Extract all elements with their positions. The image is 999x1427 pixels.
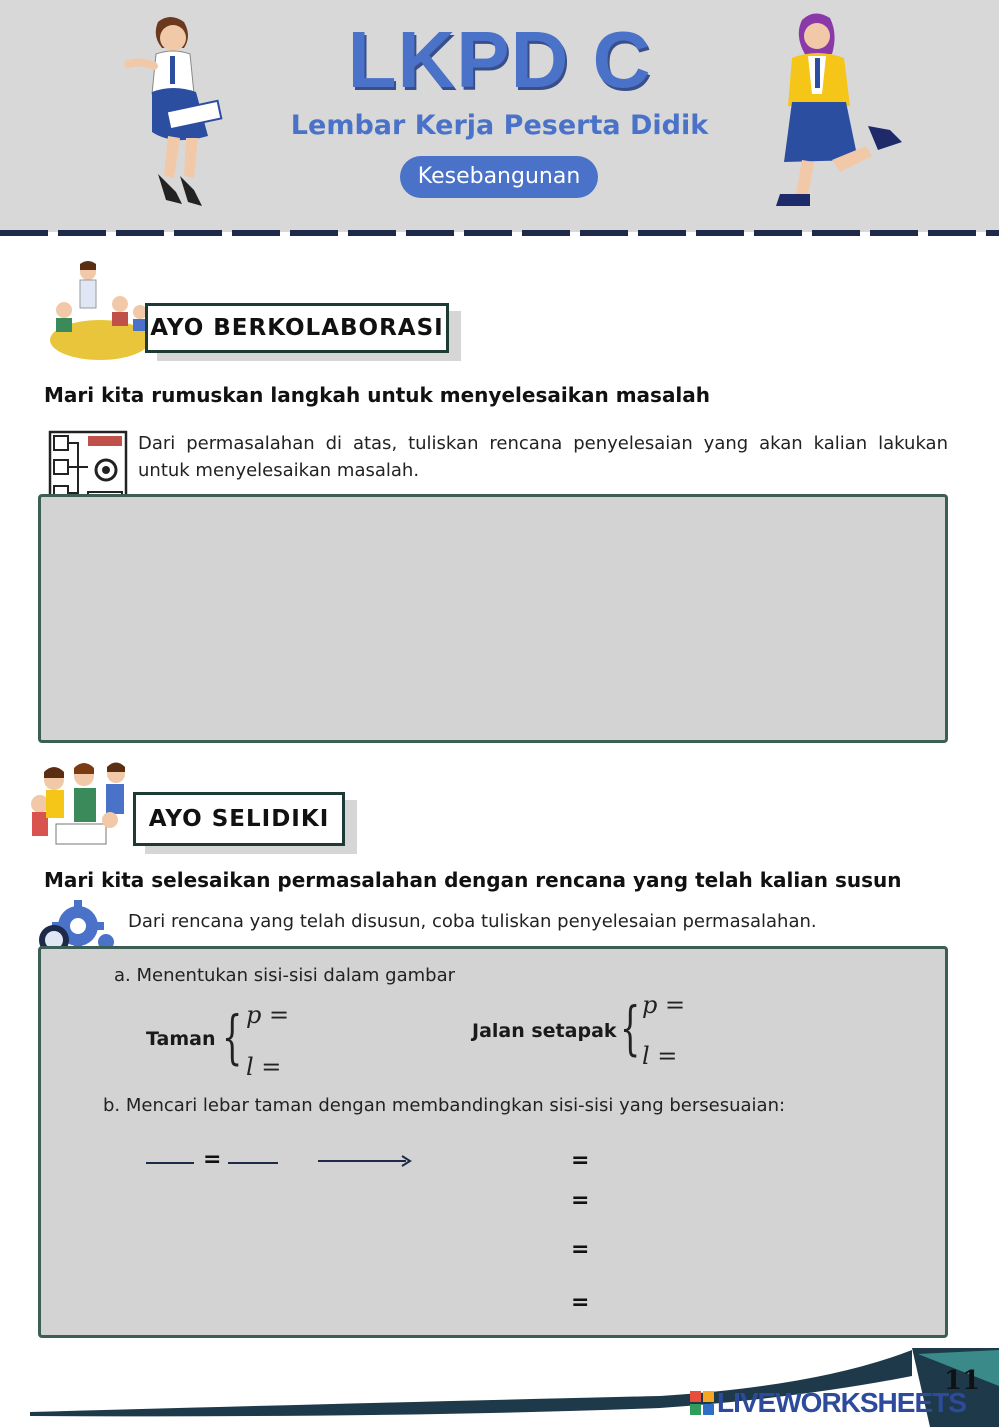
item-a-text: a. Menentukan sisi-sisi dalam gambar bbox=[114, 965, 456, 986]
taman-label: Taman bbox=[146, 1028, 216, 1050]
taman-l-field[interactable]: l = bbox=[246, 1053, 282, 1081]
ratio-blank-right[interactable] bbox=[228, 1162, 278, 1164]
page-title: LKPD C bbox=[347, 15, 652, 104]
jalan-setapak-brace: { bbox=[620, 994, 641, 1062]
header-divider bbox=[0, 230, 999, 236]
page-number: 11 bbox=[944, 1366, 981, 1396]
topic-badge: Kesebangunan bbox=[400, 156, 598, 198]
section2-instruction: Dari rencana yang telah disusun, coba tuliskan penyelesaian permasalahan. bbox=[128, 911, 817, 932]
equals-row-1: = bbox=[571, 1148, 590, 1173]
jalan-setapak-label: Jalan setapak bbox=[472, 1020, 617, 1042]
ratio-blank-left[interactable] bbox=[146, 1162, 194, 1164]
section-label-ayo-berkolaborasi: AYO BERKOLABORASI bbox=[145, 303, 449, 353]
ratio-equals: = bbox=[203, 1147, 222, 1172]
solution-answer-box[interactable] bbox=[38, 946, 948, 1338]
section1-instruction: Dari permasalahan di atas, tuliskan rencana penyelesaian yang akan kalian lakukan untuk menyelesaikan masalah. bbox=[138, 433, 948, 481]
jalan-setapak-l-field[interactable]: l = bbox=[642, 1042, 678, 1070]
equals-row-3: = bbox=[571, 1237, 590, 1262]
plan-answer-box[interactable] bbox=[38, 494, 948, 743]
equals-row-2: = bbox=[571, 1188, 590, 1213]
right-arrow-icon bbox=[318, 1153, 413, 1169]
watermark-text: LIVEWORKSHEETS bbox=[717, 1387, 966, 1418]
section1-heading: Mari kita rumuskan langkah untuk menyelesaikan masalah bbox=[44, 383, 711, 407]
equals-row-4: = bbox=[571, 1290, 590, 1315]
liveworksheets-watermark bbox=[690, 1388, 966, 1418]
section-label-ayo-selidiki: AYO SELIDIKI bbox=[133, 792, 345, 846]
taman-brace: { bbox=[222, 1003, 243, 1071]
jalan-setapak-p-field[interactable]: p = bbox=[642, 991, 686, 1019]
liveworksheets-logo-icon bbox=[690, 1391, 714, 1415]
taman-p-field[interactable]: p = bbox=[246, 1001, 290, 1029]
page-subtitle: Lembar Kerja Peserta Didik bbox=[290, 110, 709, 141]
item-b-text: b. Mencari lebar taman dengan membandingkan sisi-sisi yang bersesuaian: bbox=[103, 1095, 786, 1116]
investigating-kids-illustration bbox=[26, 760, 141, 855]
collaboration-kids-illustration bbox=[48, 260, 158, 365]
section2-heading: Mari kita selesaikan permasalahan dengan rencana yang telah kalian susun bbox=[44, 868, 902, 892]
student-girl-running-illustration bbox=[762, 10, 912, 215]
